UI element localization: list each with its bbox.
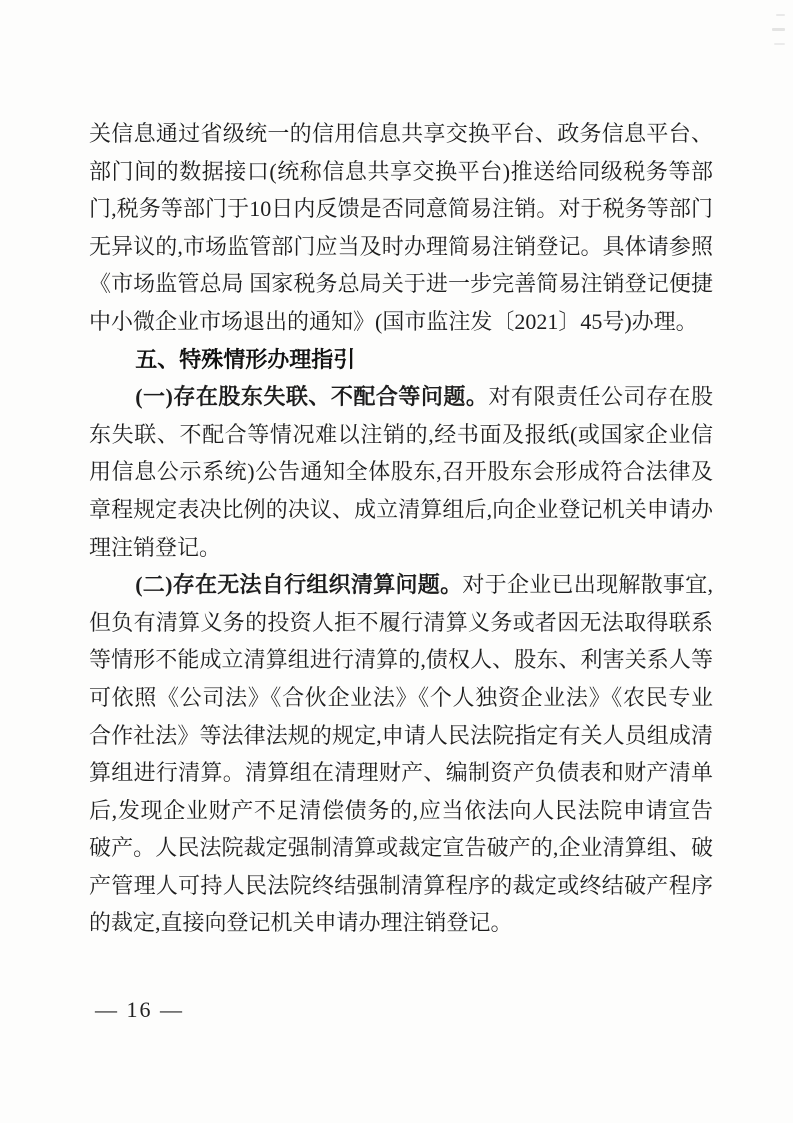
scan-smudge-icon <box>774 43 785 45</box>
paragraph-lead: (二)存在无法自行组织清算问题。 <box>135 572 463 598</box>
scan-smudge-icon <box>776 14 785 16</box>
paragraph-text: 对有限责任公司存在股东失联、不配合等情况难以注销的,经书面及报纸(或国家企业信用信息公示系统)公告通知全体股东,召开股东会形成符合法律及章程规定表决比例的决议、成立清算组后,向企业登记机关申请办理注销登记。 <box>89 384 713 560</box>
paragraph-lead: (一)存在股东失联、不配合等问题。 <box>135 384 489 410</box>
paragraph-text: 对于企业已出现解散事宜,但负有清算义务的投资人拒不履行清算义务或者因无法取得联系等情形不能成立清算组进行清算的,债权人、股东、利害关系人等可依照《公司法》《合伙企业法》《个人独资企业法》《农民专业合作社法》等法律法规的规定,申请人民法院指定有关人员组成清算组进行清算。清算组在清理财产、编制资产负债表和财产清单后,发现企业财产不足清偿债务的,应当依法向人民法院申请宣告破产。人民法院裁定强制清算或裁定宣告破产的,企业清算组、破产管理人可持人民法院终结强制清算程序的裁定或终结破产程序的裁定,直接向登记机关申请办理注销登记。 <box>89 572 713 936</box>
section-heading: 五、特殊情形办理指引 <box>135 346 356 372</box>
scan-smudge-icon <box>772 28 785 31</box>
page-number: — 16 — <box>95 997 184 1022</box>
paragraph-item-1 <box>89 378 713 566</box>
page-content <box>89 115 713 942</box>
paragraph-item-2 <box>89 566 713 942</box>
paragraph-continuation: 关信息通过省级统一的信用信息共享交换平台、政务信息平台、部门间的数据接口(统称信息共享交换平台)推送给同级税务等部门,税务等部门于10日内反馈是否同意简易注销。对于税务等部门无异议的,市场监管部门应当及时办理简易注销登记。具体请参照《市场监管总局 国家税务总局关于进一步完善简易注销登记便捷中小微企业市场退出的通知》(国市监注发〔2021〕45号)办理。 <box>89 121 713 334</box>
